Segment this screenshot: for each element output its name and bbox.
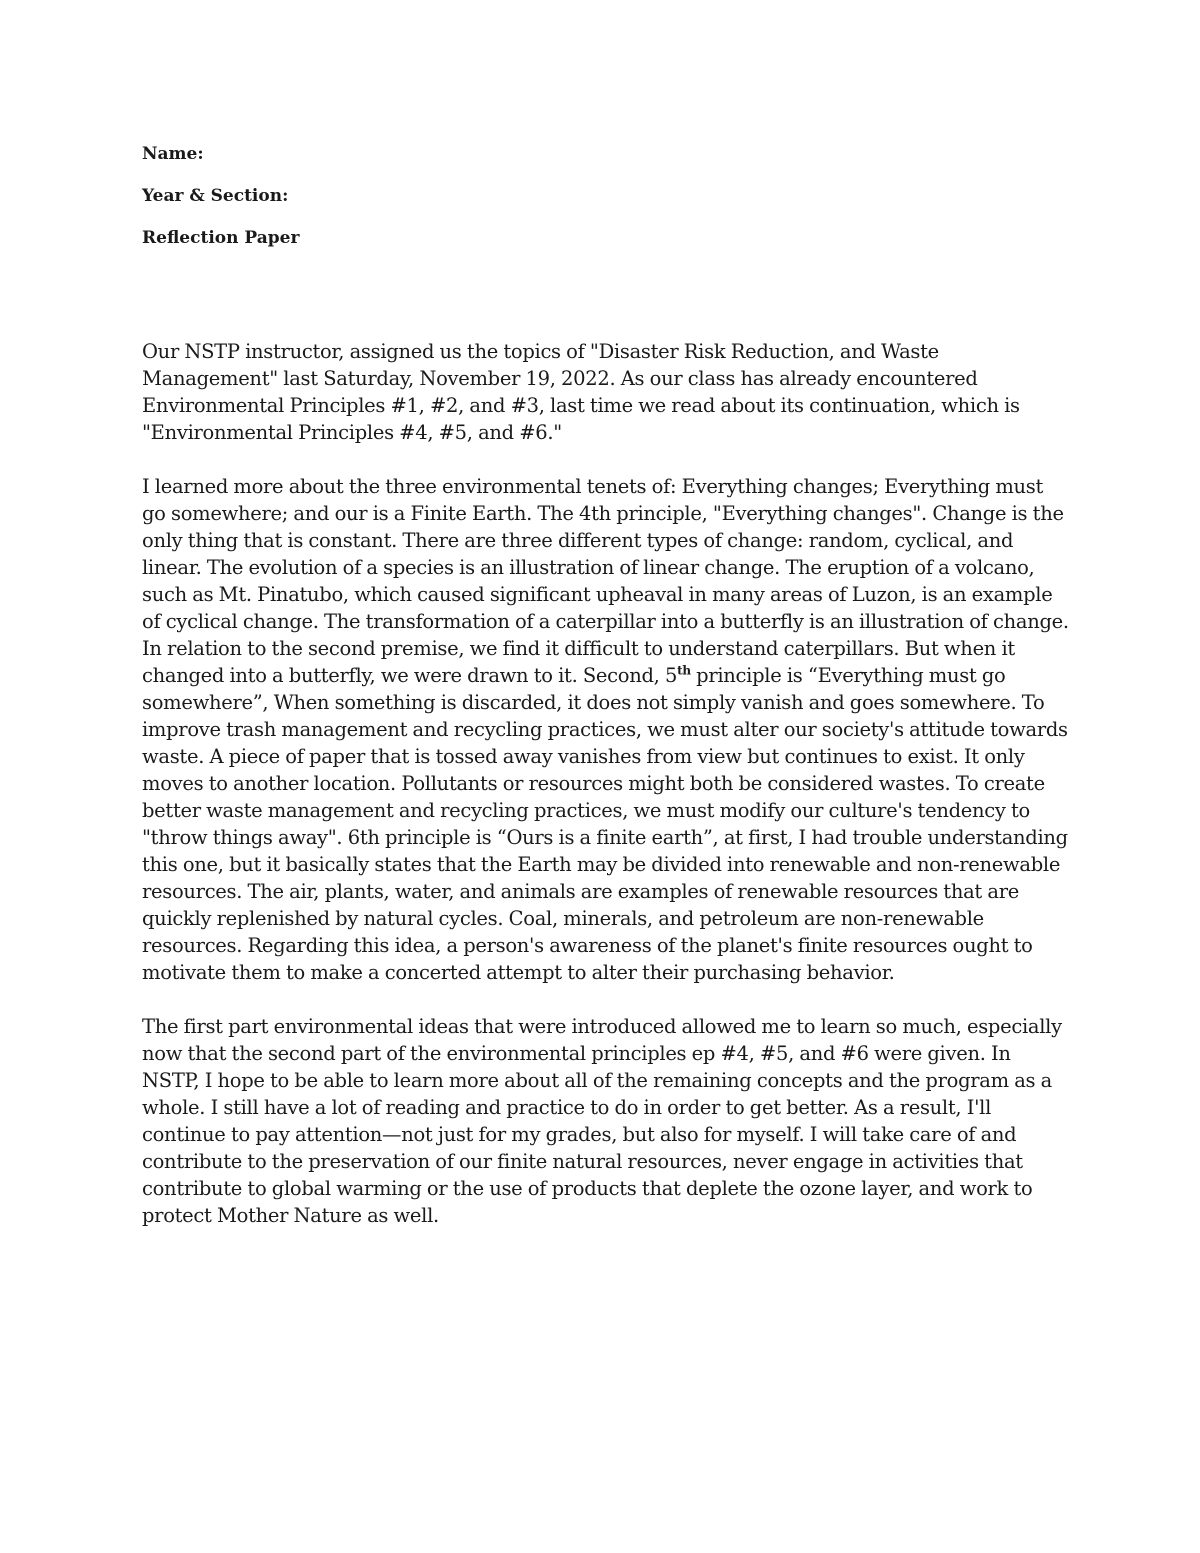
ordinal-superscript: th [677,663,691,678]
paragraph-principles-part-2: principle is “Everything must go somewhere”, When something is discarded, it does not simply vanish and goes somewhere. To improve trash management and recycling practices, we must alter our society's attitude towards waste. A piece of paper that is tossed away vanishes from view but continues to exist. It only moves to another location. Pollutants or resources might both be considered wastes. To create better waste management and recycling practices, we must modify our culture's tendency to "throw things away". 6th principle is “Ours is a finite earth”, at first, I had trouble understanding this one, but it basically states that the Earth may be divided into renewable and non-renewable resources. The air, plants, water, and animals are examples of renewable resources that are quickly replenished by natural cycles. Coal, minerals, and petroleum are non-renewable resources. Regarding this idea, a person's awareness of the planet's finite resources ought to motivate them to make a concerted attempt to alter their purchasing behavior. [142,664,1068,984]
document-title: Reflection Paper [142,228,300,248]
paragraph-intro: Our NSTP instructor, assigned us the topics of "Disaster Risk Reduction, and Waste Management" last Saturday, November 19, 2022. As our class has already encountered Environmental Principles #1, #2, and #3, last time we read about its continuation, which is "Environmental Principles #4, #5, and #6." [142,340,1020,444]
paragraph-principles-part-1: I learned more about the three environmental tenets of: Everything changes; Everything must go somewhere; and our is a Finite Earth. The 4th principle, "Everything changes". Change is the only thing that is constant. There are three different types of change: random, cyclical, and linear. The evolution of a species is an illustration of linear change. The eruption of a volcano, such as Mt. Pinatubo, which caused significant upheaval in many areas of Luzon, is an example of cyclical change. The transformation of a caterpillar into a butterfly is an illustration of change. In relation to the second premise, we find it difficult to understand caterpillars. But when it changed into a butterfly, we were drawn to it. Second, 5 [142,475,1069,687]
name-label: Name: [142,144,204,164]
year-section-label: Year & Section: [142,186,289,206]
document-body [142,338,1072,1256]
paragraph-principles [142,473,1072,986]
document-header [142,144,842,270]
paragraph-conclusion: The first part environmental ideas that were introduced allowed me to learn so much, especially now that the second part of the environmental principles ep #4, #5, and #6 were given. In NSTP, I hope to be able to learn more about all of the remaining concepts and the program as a whole. I still have a lot of reading and practice to do in order to get better. As a result, I'll continue to pay attention—not just for my grades, but also for myself. I will take care of and contribute to the preservation of our finite natural resources, never engage in activities that contribute to global warming or the use of products that deplete the ozone layer, and work to protect Mother Nature as well. [142,1015,1062,1227]
